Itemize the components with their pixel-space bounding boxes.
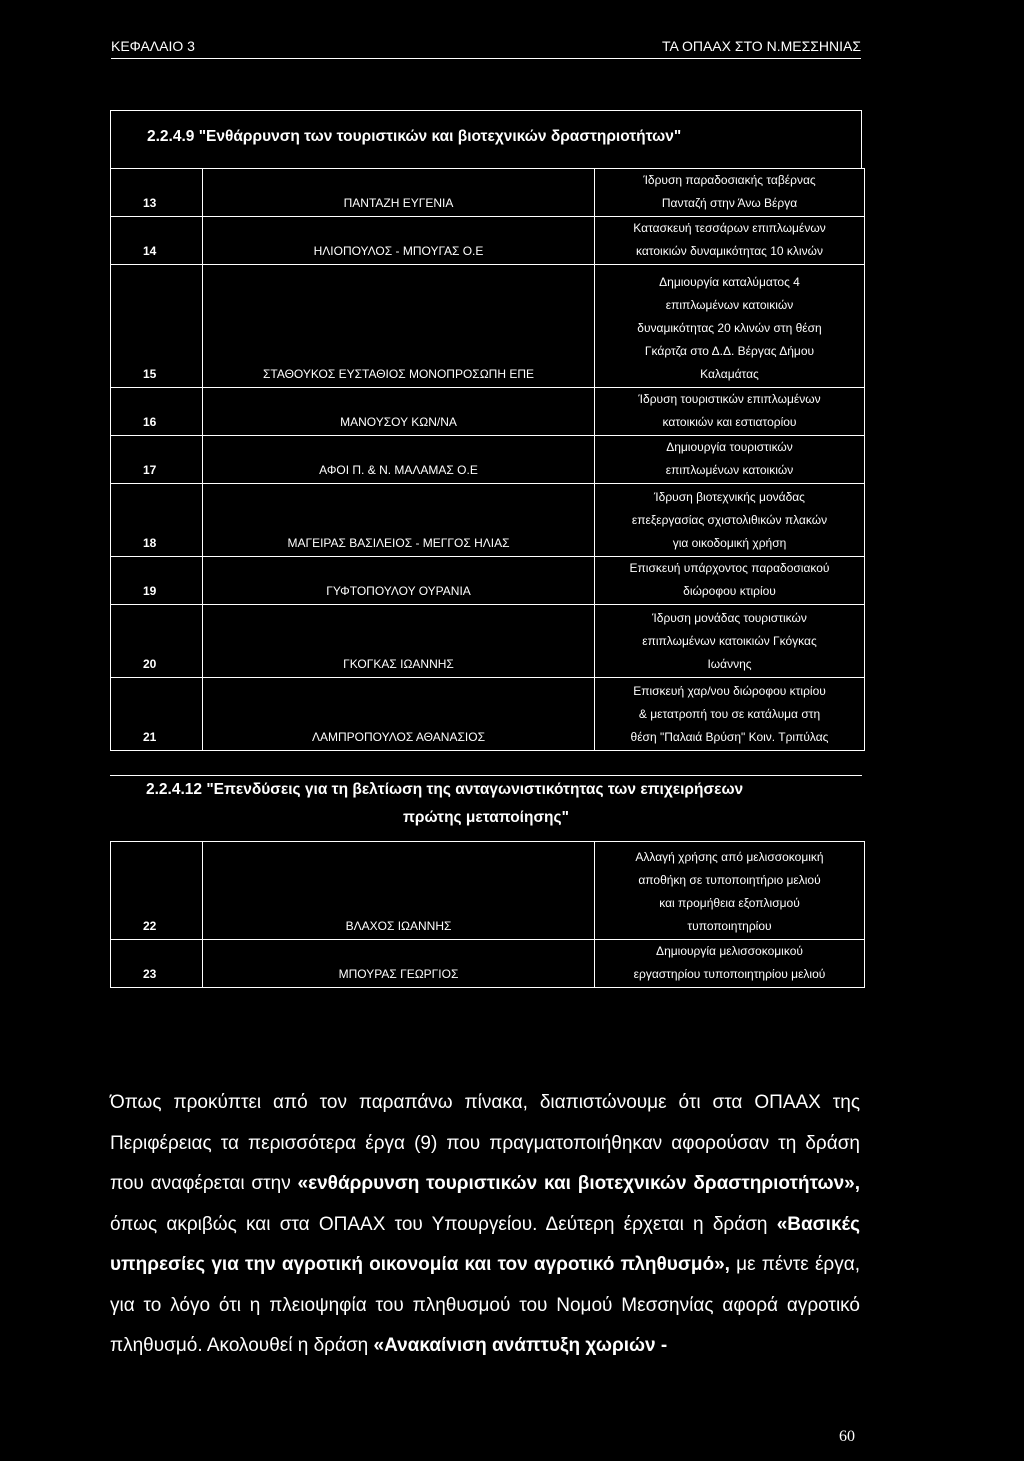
row-number: 18 (111, 484, 203, 557)
description-line: Ίδρυση μονάδας τουριστικών (652, 611, 807, 625)
para-text-3: με πέντε έργα, για το λόγο ότι η πλειοψηφία του πληθυσμού του Νομού Μεσσηνίας αφορά αγροτικό πληθυσμό. Ακολουθεί η δράση (110, 1254, 861, 1356)
row-number: 13 (111, 169, 203, 217)
section-title-box (110, 110, 862, 168)
para-text-2: όπως ακριβώς και στα ΟΠΑΑΧ του Υπουργείου. Δεύτερη έρχεται η δράση (110, 1213, 777, 1235)
page-number: 60 (839, 1428, 855, 1445)
beneficiary-name: ΑΦΟΙ Π. & Ν. ΜΑΛΑΜΑΣ Ο.Ε (203, 436, 595, 484)
description-line: επιπλωμένων κατοικιών Γκόγκας (642, 634, 817, 648)
table-row (111, 388, 865, 436)
section-title: 2.2.4.9 "Ενθάρρυνση των τουριστικών και βιοτεχνικών δραστηριοτήτων" (147, 128, 682, 145)
description-line: Γκάρτζα στο Δ.Δ. Βέργας Δήμου (644, 344, 815, 358)
project-description (595, 265, 865, 388)
row-number: 23 (111, 940, 203, 988)
row-number: 14 (111, 217, 203, 265)
row-number: 21 (111, 678, 203, 751)
para-text-1: Όπως προκύπτει από τον παραπάνω πίνακα, διαπιστώνουμε ότι στα ΟΠΑΑΧ της Περιφέρειας τα περισσότερα έργα (9) που πραγματοποιήθηκαν αφορούσαν τη δράση που αναφέρεται στην (110, 1092, 860, 1194)
description-line: κατοικιών και εστιατορίου (662, 415, 797, 429)
description-line: Ίδρυση παραδοσιακής ταβέρνας (643, 173, 816, 187)
header-title: ΤΑ ΟΠΑΑΧ ΣΤΟ Ν.ΜΕΣΣΗΝΙΑΣ (661, 38, 861, 54)
row-number: 19 (111, 557, 203, 605)
description-line: Ίδρυση βιοτεχνικής μονάδας (654, 490, 805, 504)
project-description (595, 484, 865, 557)
beneficiary-name: ΜΑΓΕΙΡΑΣ ΒΑΣΙΛΕΙΟΣ - ΜΕΓΓΟΣ ΗΛΙΑΣ (203, 484, 595, 557)
para-bold-2: «Βασικές υπηρεσίες για την αγροτική οικονομία και τον αγροτικό πληθυσμό», (110, 1213, 860, 1275)
description-line: για οικοδομική χρήση (672, 536, 787, 550)
table-row (111, 605, 865, 678)
description-line: δυναμικότητας 20 κλινών στη θέση (637, 321, 822, 335)
table-row (111, 557, 865, 605)
table-row (111, 484, 865, 557)
section-title-2-line2: πρώτης μεταποίησης" (403, 809, 569, 826)
para-bold-3: «Ανακαίνιση ανάπτυξη χωριών - (373, 1335, 668, 1356)
description-line: και προμήθεια εξοπλισμού (659, 896, 800, 910)
project-description (595, 842, 865, 940)
description-line: αποθήκη σε τυποποιητήριο μελιού (638, 873, 821, 887)
row-number: 17 (111, 436, 203, 484)
row-number: 16 (111, 388, 203, 436)
description-line: τυποποιητηρίου (687, 919, 772, 933)
description-line: Επισκευή χαρ/νου διώροφου κτιρίου (633, 684, 826, 698)
description-line: Επισκευή υπάρχοντος παραδοσιακού (629, 561, 830, 575)
table-row (111, 842, 865, 940)
table-row (111, 678, 865, 751)
description-line: εργαστηρίου τυποποιητηρίου μελιού (633, 967, 826, 981)
section-title-2-line1: 2.2.4.12 "Επενδύσεις για τη βελτίωση της ανταγωνιστικότητας των επιχειρήσεων (146, 781, 744, 798)
table-row (111, 217, 865, 265)
section-title-2 (110, 775, 862, 841)
beneficiary-name: ΗΛΙΟΠΟΥΛΟΣ - ΜΠΟΥΓΑΣ Ο.Ε (203, 217, 595, 265)
description-line: επιπλωμένων κατοικιών (665, 298, 794, 312)
page-header (111, 38, 861, 59)
table-row (111, 940, 865, 988)
description-line: διώροφου κτιρίου (683, 584, 776, 598)
beneficiary-name: ΣΤΑΘΟΥΚΟΣ ΕΥΣΤΑΘΙΟΣ ΜΟΝΟΠΡΟΣΩΠΗ ΕΠΕ (203, 265, 595, 388)
description-line: Ίδρυση τουριστικών επιπλωμένων (638, 392, 821, 406)
row-number: 20 (111, 605, 203, 678)
description-line: Αλλαγή χρήσης από μελισσοκομική (635, 850, 824, 864)
beneficiary-name: ΠΑΝΤΑΖΗ ΕΥΓΕΝΙΑ (203, 169, 595, 217)
project-description (595, 436, 865, 484)
table-row (111, 169, 865, 217)
beneficiary-name: ΜΑΝΟΥΣΟΥ ΚΩΝ/ΝΑ (203, 388, 595, 436)
description-line: Κατασκευή τεσσάρων επιπλωμένων (633, 221, 826, 235)
description-line: & μετατροπή του σε κατάλυμα στη (638, 707, 821, 721)
project-description (595, 605, 865, 678)
table-row (111, 436, 865, 484)
row-number: 22 (111, 842, 203, 940)
project-description (595, 557, 865, 605)
project-description (595, 217, 865, 265)
projects-table-tourism (110, 168, 865, 751)
description-line: Καλαμάτας (700, 367, 759, 381)
row-number: 15 (111, 265, 203, 388)
description-line: Ιωάννης (707, 657, 752, 671)
description-line: Δημιουργία μελισσοκομικού (656, 944, 803, 958)
project-description (595, 678, 865, 751)
table-row (111, 265, 865, 388)
description-line: Δημιουργία τουριστικών (666, 440, 793, 454)
project-description (595, 388, 865, 436)
description-line: Πανταζή στην Άνω Βέργα (661, 196, 798, 210)
projects-table-processing (110, 841, 865, 988)
body-paragraph (110, 1083, 860, 1367)
chapter-label: ΚΕΦΑΛΑΙΟ 3 (111, 38, 195, 54)
beneficiary-name: ΛΑΜΠΡΟΠΟΥΛΟΣ ΑΘΑΝΑΣΙΟΣ (203, 678, 595, 751)
project-description (595, 940, 865, 988)
description-line: επεξεργασίας σχιστολιθικών πλακών (631, 513, 828, 527)
description-line: Δημιουργία καταλύματος 4 (659, 275, 800, 289)
beneficiary-name: ΜΠΟΥΡΑΣ ΓΕΩΡΓΙΟΣ (203, 940, 595, 988)
description-line: θέση "Παλαιά Βρύση" Κοιν. Τριπύλας (630, 730, 829, 744)
description-line: επιπλωμένων κατοικιών (665, 463, 794, 477)
beneficiary-name: ΓΥΦΤΟΠΟΥΛΟΥ ΟΥΡΑΝΙΑ (203, 557, 595, 605)
beneficiary-name: ΒΛΑΧΟΣ ΙΩΑΝΝΗΣ (203, 842, 595, 940)
para-bold-1: «ενθάρρυνση τουριστικών και βιοτεχνικών δραστηριοτήτων», (297, 1173, 860, 1194)
beneficiary-name: ΓΚΟΓΚΑΣ ΙΩΑΝΝΗΣ (203, 605, 595, 678)
project-description (595, 169, 865, 217)
description-line: κατοικιών δυναμικότητας 10 κλινών (636, 244, 823, 258)
